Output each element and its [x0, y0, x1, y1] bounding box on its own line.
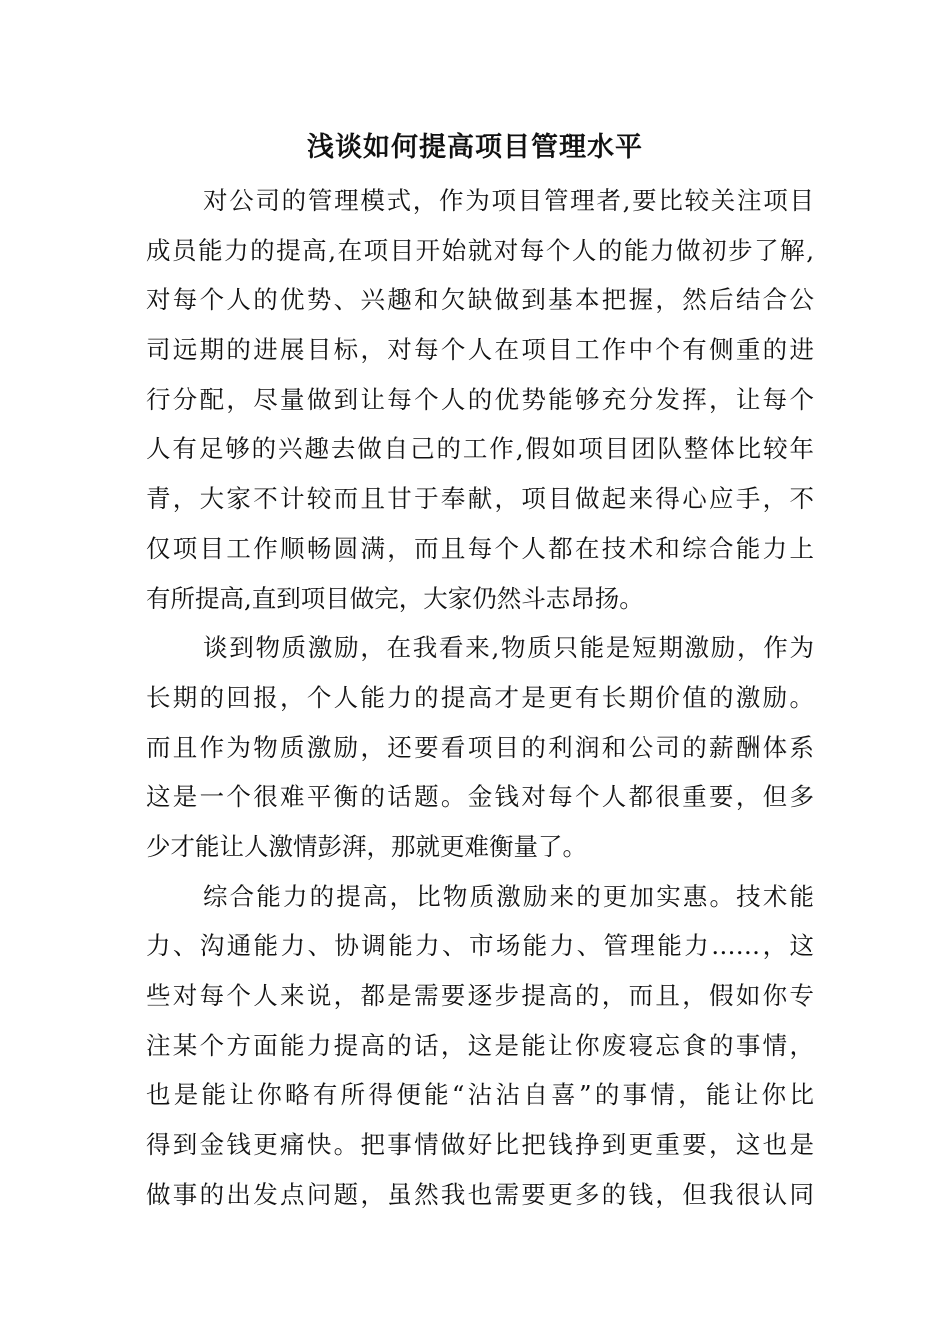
paragraph-2-line: 谈到物质激励，在我看来,物质只能是短期激励，作为	[203, 633, 814, 663]
paragraph-3-line: 得到金钱更痛快。把事情做好比把钱挣到更重要，这也是	[146, 1130, 814, 1160]
paragraph-1-line: 人有足够的兴趣去做自己的工作,假如项目团队整体比较年	[146, 434, 814, 464]
paragraph-1-line: 对每个人的优势、兴趣和欠缺做到基本把握，然后结合公	[146, 285, 814, 315]
paragraph-2-line: 这是一个很难平衡的话题。金钱对每个人都很重要，但多	[146, 782, 814, 812]
paragraph-1-line: 对公司的管理模式，作为项目管理者,要比较关注项目	[203, 186, 814, 215]
paragraph-1-line: 有所提高,直到项目做完，大家仍然斗志昂扬。	[146, 583, 644, 613]
paragraph-3-line: 综合能力的提高，比物质激励来的更加实惠。技术能	[203, 881, 814, 911]
paragraph-2-line: 少才能让人激情彭湃，那就更难衡量了。	[146, 831, 587, 861]
paragraph-3-line: 力、沟通能力、协调能力、市场能力、管理能力……，这	[146, 931, 814, 961]
paragraph-1-line: 成员能力的提高,在项目开始就对每个人的能力做初步了解,	[146, 235, 814, 265]
paragraph-2-line: 长期的回报，个人能力的提高才是更有长期价值的激励。	[146, 682, 814, 712]
paragraph-1-line: 仅项目工作顺畅圆满，而且每个人都在技术和综合能力上	[146, 533, 814, 563]
paragraph-3-line: 些对每个人来说，都是需要逐步提高的，而且，假如你专	[146, 981, 814, 1010]
paragraph-2-line: 而且作为物质激励，还要看项目的利润和公司的薪酬体系	[146, 732, 814, 762]
document-title: 浅谈如何提高项目管理水平	[307, 132, 643, 163]
paragraph-1-line: 行分配，尽量做到让每个人的优势能够充分发挥，让每个	[146, 384, 814, 414]
paragraph-1-line: 司远期的进展目标，对每个人在项目工作中个有侧重的进	[146, 335, 814, 365]
paragraph-3-line: 做事的出发点问题，虽然我也需要更多的钱，但我很认同	[146, 1179, 814, 1209]
document-body	[146, 181, 814, 1224]
paragraph-3-line: 也是能让你略有所得便能“沾沾自喜”的事情，能让你比	[146, 1080, 814, 1110]
paragraph-3-line: 注某个方面能力提高的话，这是能让你废寝忘食的事情，	[146, 1030, 814, 1060]
paragraph-1-line: 青，大家不计较而且甘于奉献，项目做起来得心应手，不	[146, 484, 814, 514]
